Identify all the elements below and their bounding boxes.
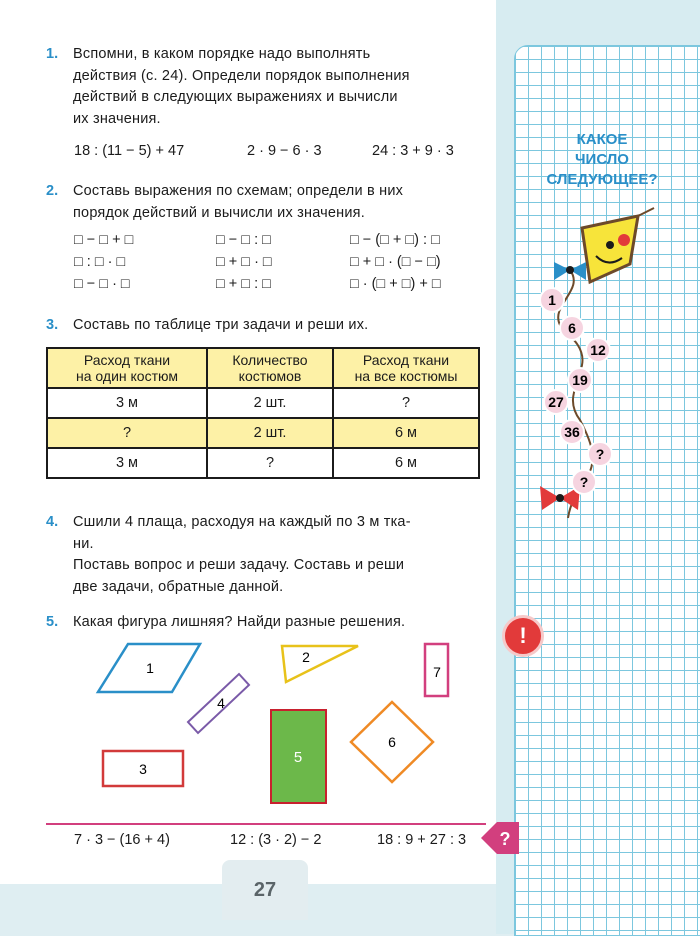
table-header: Количество костюмов [207,348,333,388]
task1-expression: 18 : (11 − 5) + 47 [74,143,185,159]
figure-triangle [282,646,358,682]
task4-line: Поставь вопрос и реши задачу. Составь и реши [73,557,405,573]
figure-label: 1 [146,660,154,676]
sequence-number: 12 [590,342,606,358]
scheme: □ − (□ + □) : □ [350,232,440,248]
bottom-expression: 7 · 3 − (16 + 4) [74,832,170,848]
table-cell: 3 м [47,388,207,418]
task3-number: 3. [46,317,59,333]
svg-text:?: ? [499,829,511,849]
task4-number: 4. [46,514,59,530]
table-cell: 2 шт. [207,388,333,418]
sidebar-title: КАКОЕ ЧИСЛО СЛЕДУЮЩЕЕ? [546,131,658,188]
scheme: □ : □ · □ [74,254,126,270]
page-number: 27 [222,860,308,920]
bottom-expression: 18 : 9 + 27 : 3 [377,832,467,848]
exclamation-icon: ! [502,615,544,657]
task2-number: 2. [46,183,59,199]
task2-line: порядок действий и вычисли их значения. [73,204,365,221]
figure-label: 5 [293,749,303,766]
task1-number: 1. [46,46,59,62]
table-header: Расход ткани на все костюмы [333,348,479,388]
scheme: □ − □ : □ [216,232,271,248]
task4-line: ни. [73,535,94,552]
kite-nose [618,234,630,246]
task4-line: две задачи, обратные данной. [73,578,284,595]
task4-line: Сшили 4 плаща, расходуя на каждый по 3 м тка- [73,514,411,530]
question-icon [481,822,519,854]
scheme: □ + □ : □ [216,276,271,292]
table-cell: 3 м [47,448,207,478]
task1-expression: 2 · 9 − 6 · 3 [247,143,322,159]
task5-number: 5. [46,614,59,630]
figure-label: 7 [433,664,441,680]
scheme: □ + □ · □ [216,254,272,270]
task2-line: Составь выражения по схемам; определи в них [73,183,404,199]
task1-line: их значения. [73,110,161,127]
scheme: □ − □ + □ [74,232,134,248]
scheme: □ + □ · (□ − □) [350,254,441,270]
sequence-number: ? [595,446,605,462]
table-cell: ? [207,448,333,478]
sequence-number: 36 [564,424,580,440]
task1-line: Вспомни, в каком порядке надо выполнять [73,46,371,62]
sequence-number: 27 [548,394,564,410]
table-cell: 6 м [333,448,479,478]
scheme: □ · (□ + □) + □ [350,276,441,292]
task1-line: действий в следующих выражениях и вычисли [73,89,398,105]
bottom-expression: 12 : (3 · 2) − 2 [230,832,322,848]
sequence-number: 1 [548,292,556,308]
task1-expression: 24 : 3 + 9 · 3 [372,143,454,159]
figure-label: 3 [139,761,147,777]
task3-text: Составь по таблице три задачи и реши их. [73,317,369,333]
figure-label: 4 [217,695,225,711]
table-cell: 2 шт. [207,418,333,448]
table-cell: ? [47,418,207,448]
divider-line [46,823,486,825]
table-header: Расход ткани на один костюм [47,348,207,388]
table-cell: ? [333,388,479,418]
kite-eye [606,241,614,249]
sequence-number: 6 [568,320,576,336]
task5-text: Какая фигура лишняя? Найди разные решения. [73,614,406,630]
task1-line: действия (с. 24). Определи порядок выполнения [73,67,410,84]
figure-label: 2 [302,649,310,665]
kite-illustration [530,200,670,530]
sequence-number: ? [579,474,589,490]
bow-icon [554,262,586,280]
scheme: □ − □ · □ [74,276,130,292]
table-cell: 6 м [333,418,479,448]
sequence-number: 19 [572,372,588,388]
figure-label: 6 [388,734,396,750]
